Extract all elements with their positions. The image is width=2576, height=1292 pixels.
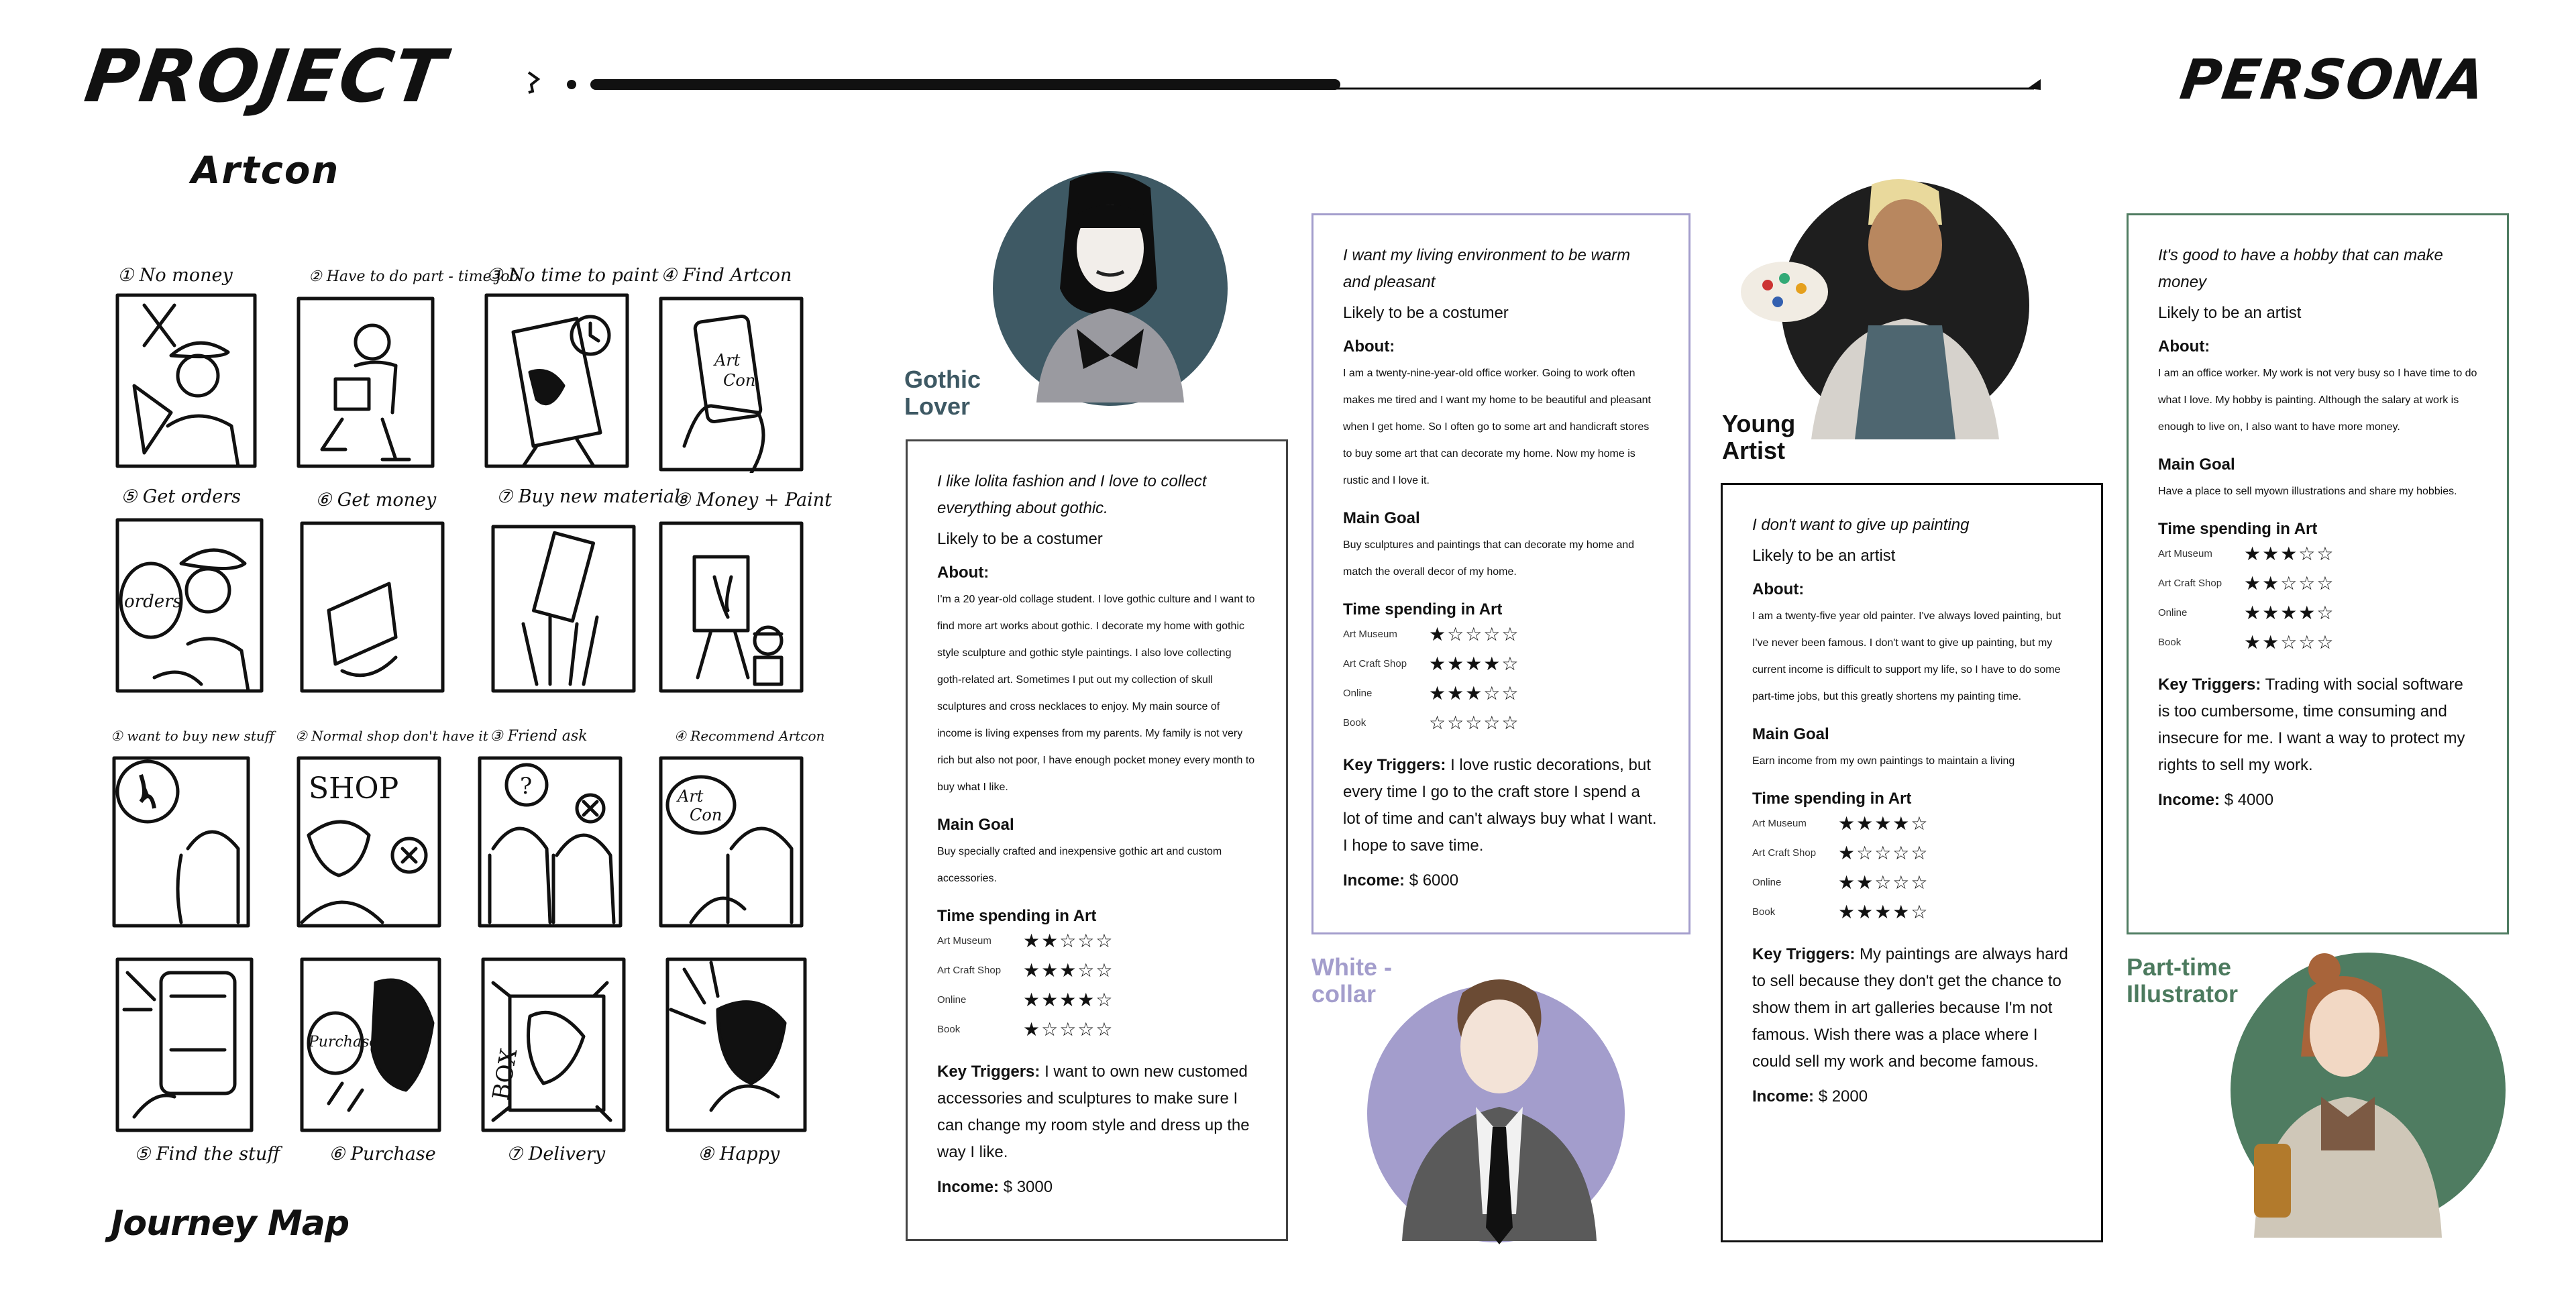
- time-spending-heading: Time spending in Art: [1343, 600, 1503, 618]
- rating-row: [1343, 619, 1659, 649]
- rating-label: Art Craft Shop: [1752, 847, 1817, 859]
- art-con-text: Con: [723, 371, 756, 390]
- key-triggers-heading: Key Triggers:: [937, 1063, 1040, 1081]
- box-text: BOX: [487, 1046, 523, 1103]
- star-rating: ★★☆☆☆: [2244, 631, 2335, 653]
- about-heading: About:: [1343, 337, 1395, 356]
- income: [2158, 791, 2477, 810]
- income-heading: Income:: [1752, 1087, 1815, 1106]
- persona-likely: Likely to be an artist: [1752, 547, 1896, 565]
- rating-label: Online: [2158, 606, 2188, 618]
- about-text: I am a twenty-five year old painter. I've always loved painting, but I've never been famous. I don't want to give up painting, but my current income is difficult to support my life, so I have to do some part-time jobs, but this greatly shortens my painting time.: [1752, 610, 2061, 702]
- star-rating: ★★★★☆: [1429, 653, 1520, 674]
- star-rating: ★★★★☆: [1023, 989, 1114, 1010]
- question-text: ?: [520, 773, 533, 800]
- rating-row: [937, 985, 1256, 1014]
- income-value: $ 3000: [1003, 1178, 1053, 1196]
- time-spending-list: [937, 926, 1256, 1044]
- rating-row: [937, 1014, 1256, 1044]
- persona-quote: I don't want to give up painting: [1752, 516, 1970, 534]
- key-triggers-text: I love rustic decorations, but every time I go to the craft store I spend a lot of time and can't always buy what I want. I hope to save time.: [1343, 756, 1657, 855]
- key-triggers: [1343, 752, 1659, 859]
- journey-row-2: [107, 517, 852, 698]
- rating-label: Book: [1343, 716, 1366, 729]
- panel-caption: ⑥ Get money: [315, 490, 437, 510]
- gothic-lover-label: Gothic Lover: [904, 366, 981, 420]
- part-time-illustrator-label: Part-time Illustrator: [2127, 953, 2239, 1008]
- star-rating: ★★★☆☆: [1429, 682, 1520, 704]
- rating-label: Book: [2158, 636, 2182, 648]
- rating-row: [1752, 808, 2072, 838]
- purchase-text: Purchase: [309, 1034, 378, 1051]
- key-triggers-heading: Key Triggers:: [2158, 676, 2261, 694]
- time-spending-heading: Time spending in Art: [1752, 790, 1912, 808]
- white-collar-label: White - collar: [1311, 953, 1392, 1008]
- time-spending-list: [2158, 539, 2477, 657]
- rating-label: Book: [1752, 906, 1776, 918]
- panel-caption: ① No money: [117, 265, 233, 286]
- time-spending-list: [1752, 808, 2072, 926]
- rating-row: [2158, 568, 2477, 598]
- key-triggers-heading: Key Triggers:: [1752, 945, 1856, 963]
- key-triggers: [1752, 941, 2072, 1075]
- star-rating: ★★☆☆☆: [2244, 572, 2335, 594]
- rating-row: [1752, 897, 2072, 926]
- persona-likely: Likely to be an artist: [2158, 304, 2302, 322]
- panel-caption: ⑦ Delivery: [506, 1144, 606, 1165]
- time-spending-heading: Time spending in Art: [2158, 520, 2318, 538]
- rating-label: Online: [937, 993, 967, 1006]
- panel-caption: ⑤ Get orders: [121, 486, 241, 507]
- journey-row-3: [107, 755, 852, 936]
- persona-quote: I like lolita fashion and I love to collect everything about gothic.: [937, 472, 1207, 517]
- panel-caption: ② Have to do part - time job: [309, 268, 519, 285]
- rating-label: Art Museum: [1343, 628, 1397, 640]
- part-time-illustrator-card: [2127, 213, 2509, 934]
- about-heading: About:: [937, 563, 989, 582]
- app-name: Artcon: [191, 149, 340, 193]
- income-value: $ 4000: [2224, 791, 2274, 809]
- star-rating: ★★★☆☆: [1023, 959, 1114, 981]
- star-rating: ★★★★☆: [1838, 812, 1929, 834]
- persona-title: PERSONA: [2176, 48, 2490, 112]
- white-collar-card: [1311, 213, 1690, 934]
- about-text: I am an office worker. My work is not very busy so I have time to do what I love. My hobby is painting. Although the salary at work is enough to live on, I also want to have more money.: [2158, 368, 2477, 433]
- income-value: $ 6000: [1409, 871, 1459, 890]
- project-title: PROJECT: [80, 35, 451, 119]
- main-goal-text: Earn income from my own paintings to maintain a living: [1752, 755, 2015, 767]
- rating-row: [2158, 627, 2477, 657]
- rating-row: [937, 955, 1256, 985]
- main-goal-heading: Main Goal: [937, 816, 1014, 834]
- rating-label: Art Craft Shop: [2158, 577, 2222, 589]
- main-goal-heading: Main Goal: [1343, 509, 1420, 527]
- rating-label: Art Craft Shop: [1343, 657, 1407, 669]
- panel-caption: ④ Recommend Artcon: [674, 728, 825, 744]
- art-con-text: Con: [690, 806, 722, 824]
- persona-likely: Likely to be a costumer: [1343, 304, 1509, 322]
- panel-caption: ③ Friend ask: [490, 728, 588, 745]
- panel-caption: ⑥ Purchase: [329, 1144, 436, 1165]
- time-spending-heading: Time spending in Art: [937, 907, 1097, 925]
- star-rating: ★★★★☆: [1838, 901, 1929, 922]
- panel-caption: ② Normal shop don't have it: [295, 728, 488, 744]
- panel-caption: ① want to buy new stuff: [111, 728, 274, 744]
- key-triggers-text: Trading with social software is too cumbersome, time consuming and insecure for me. I want a way to protect my rights to sell my work.: [2158, 676, 2465, 774]
- star-rating: ★★★☆☆: [2244, 543, 2335, 564]
- about-text: I am a twenty-nine-year-old office worker. Going to work often makes me tired and I want my home to be beautiful and pleasant when I get home. So I often go to some art and handicraft stores to buy some art that can decorate my home. Now my home is rustic and I love it.: [1343, 368, 1651, 486]
- gothic-lover-avatar: [983, 161, 1238, 416]
- star-rating: ★☆☆☆☆: [1838, 842, 1929, 863]
- time-spending-list: [1343, 619, 1659, 737]
- young-artist-avatar: [1737, 171, 2033, 439]
- white-collar-avatar: [1362, 953, 1630, 1248]
- panel-caption: ⑤ Find the stuff: [134, 1144, 280, 1165]
- panel-caption: ⑧ Money + Paint: [674, 490, 833, 510]
- income: [937, 1178, 1256, 1197]
- star-rating: ★☆☆☆☆: [1429, 623, 1520, 645]
- panel-caption: ⑧ Happy: [698, 1144, 780, 1165]
- orders-text: orders: [124, 592, 182, 612]
- rating-label: Art Museum: [1752, 817, 1807, 829]
- income-heading: Income:: [1343, 871, 1405, 890]
- persona-likely: Likely to be a costumer: [937, 530, 1103, 548]
- key-triggers-heading: Key Triggers:: [1343, 756, 1446, 774]
- rating-row: [1343, 649, 1659, 678]
- rating-row: [937, 926, 1256, 955]
- panel-caption: ⑦ Buy new material: [496, 486, 680, 507]
- header-progress-line: [517, 64, 2053, 98]
- main-goal-text: Buy specially crafted and inexpensive gothic art and custom accessories.: [937, 846, 1222, 884]
- main-goal-heading: Main Goal: [1752, 725, 1829, 743]
- gothic-lover-card: [906, 439, 1288, 1241]
- rating-label: Art Museum: [937, 934, 991, 947]
- income-value: $ 2000: [1818, 1087, 1868, 1106]
- income: [1752, 1087, 2072, 1106]
- key-triggers: [937, 1059, 1256, 1166]
- persona-quote: I want my living environment to be warm and pleasant: [1343, 246, 1631, 291]
- star-rating: ★★☆☆☆: [1838, 871, 1929, 893]
- star-rating: ★★☆☆☆: [1023, 930, 1114, 951]
- art-con-text: Art: [714, 351, 741, 370]
- rating-row: [1752, 867, 2072, 897]
- journey-row-1: [107, 292, 852, 473]
- journey-map: [107, 265, 852, 1184]
- rating-row: [2158, 598, 2477, 627]
- star-rating: ☆☆☆☆☆: [1429, 712, 1520, 733]
- rating-label: Art Museum: [2158, 547, 2212, 559]
- about-text: I'm a 20 year-old collage student. I love gothic culture and I want to find more art works about gothic. I decorate my home with gothic style sculpture and gothic style paintings. I also love collecting goth-related art. Sometimes I put out my collection of skull sculptures and cross necklaces to enjoy. My main source of income is living expenses from my parents. My family is not very rich but also not poor, I have enough pocket money every month to buy what I like.: [937, 594, 1255, 793]
- journey-map-label: Journey Map: [111, 1203, 350, 1244]
- main-goal-text: Buy sculptures and paintings that can decorate my home and match the overall decor of my home.: [1343, 539, 1635, 578]
- young-artist-card: [1721, 483, 2103, 1242]
- income-heading: Income:: [937, 1178, 1000, 1196]
- about-heading: About:: [2158, 337, 2210, 356]
- key-triggers-text: I want to own new customed accessories and sculptures to make sure I can change my room style and dress up the way I like.: [937, 1063, 1250, 1161]
- income: [1343, 871, 1659, 890]
- about-heading: About:: [1752, 580, 1805, 598]
- key-triggers: [2158, 671, 2477, 779]
- key-triggers-text: My paintings are always hard to sell because they don't get the chance to show them in art galleries because I'm not famous. Wish there was a place where I could sell my work and become famous.: [1752, 945, 2068, 1071]
- rating-row: [1752, 838, 2072, 867]
- star-rating: ★★★★☆: [2244, 602, 2335, 623]
- main-goal-heading: Main Goal: [2158, 455, 2235, 474]
- panel-caption: ④ Find Artcon: [661, 265, 792, 286]
- rating-label: Online: [1343, 687, 1373, 699]
- star-rating: ★☆☆☆☆: [1023, 1018, 1114, 1040]
- rating-row: [1343, 678, 1659, 708]
- rating-row: [1343, 708, 1659, 737]
- panel-caption: ③ No time to paint: [486, 265, 659, 286]
- rating-label: Online: [1752, 876, 1782, 888]
- rating-row: [2158, 539, 2477, 568]
- rating-label: Art Craft Shop: [937, 964, 1002, 976]
- journey-row-4: [107, 956, 852, 1144]
- part-time-illustrator-avatar: [2214, 943, 2509, 1238]
- shop-text: SHOP: [309, 771, 399, 806]
- young-artist-label: Young Artist: [1722, 410, 1796, 464]
- rating-label: Book: [937, 1023, 961, 1035]
- art-con-text: Art: [678, 787, 704, 806]
- persona-quote: It's good to have a hobby that can make money: [2158, 246, 2443, 291]
- main-goal-text: Have a place to sell myown illustrations and share my hobbies.: [2158, 486, 2457, 497]
- income-heading: Income:: [2158, 791, 2220, 809]
